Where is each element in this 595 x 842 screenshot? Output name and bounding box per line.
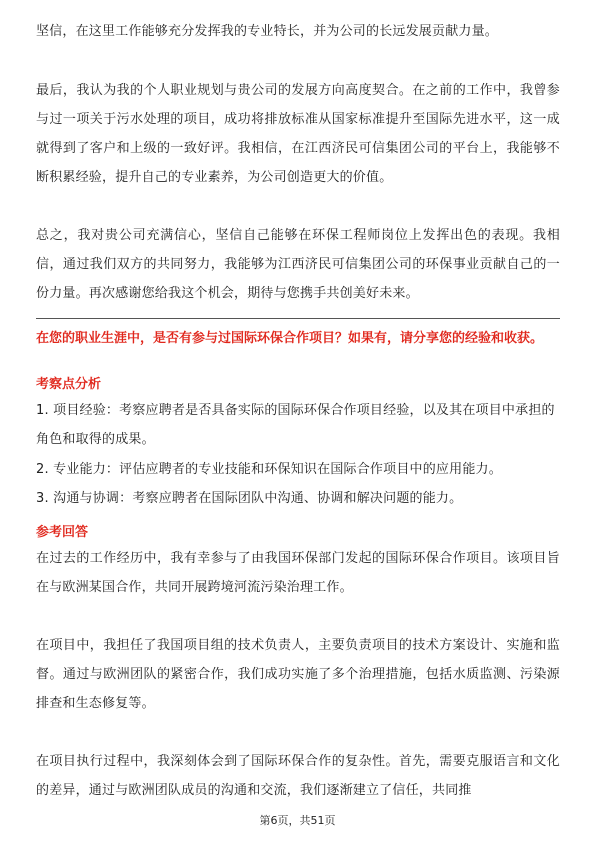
- section-divider: [36, 318, 560, 319]
- answer-paragraph-3: 在项目执行过程中，我深刻体会到了国际环保合作的复杂性。首先，需要克服语言和文化的差异，通过与欧洲团队成员的沟通和交流，我们逐渐建立了信任，共同推: [36, 754, 560, 798]
- paragraph-continuation: 坚信，在这里工作能够充分发挥我的专业特长，并为公司的长远发展贡献力量。: [36, 24, 499, 39]
- analysis-item-3: 3. 沟通与协调：考察应聘者在国际团队中沟通、协调和解决问题的能力。: [36, 491, 463, 506]
- answer-paragraph-1: 在过去的工作经历中，我有幸参与了由我国环保部门发起的国际环保合作项目。该项目旨在与欧洲某国合作，共同开展跨境河流污染治理工作。: [36, 551, 560, 595]
- answer-paragraph-2: 在项目中，我担任了我国项目组的技术负责人，主要负责项目的技术方案设计、实施和监督。通过与欧洲团队的紧密合作，我们成功实施了多个治理措施，包括水质监测、污染源排查和生态修复等。: [36, 638, 560, 711]
- paragraph-conclusion: 总之，我对贵公司充满信心，坚信自己能够在环保工程师岗位上发挥出色的表现。我相信，通过我们双方的共同努力，我能够为江西济民可信集团公司的环保事业贡献自己的一份力量。再次感谢您给我这个机会，期待与您携手共创美好未来。: [36, 228, 560, 301]
- paragraph-career-plan: 最后，我认为我的个人职业规划与贵公司的发展方向高度契合。在之前的工作中，我曾参与过一项关于污水处理的项目，成功将排放标准从国家标准提升至国际先进水平，这一成就得到了客户和上级的一致好评。我相信，在江西济民可信集团公司的平台上，我能够不断积累经验，提升自己的专业素养，为公司创造更大的价值。: [36, 83, 560, 185]
- analysis-heading: 考察点分析: [36, 377, 102, 392]
- analysis-item-2: 2. 专业能力：评估应聘者的专业技能和环保知识在国际合作项目中的应用能力。: [36, 462, 502, 477]
- analysis-item-1: 1. 项目经验：考察应聘者是否具备实际的国际环保合作项目经验，以及其在项目中承担的角色和取得的成果。: [36, 403, 555, 447]
- page-number: 第6页，共51页: [259, 814, 336, 827]
- answer-heading: 参考回答: [36, 525, 89, 540]
- interview-question: 在您的职业生涯中，是否有参与过国际环保合作项目？如果有，请分享您的经验和收获。: [36, 331, 544, 346]
